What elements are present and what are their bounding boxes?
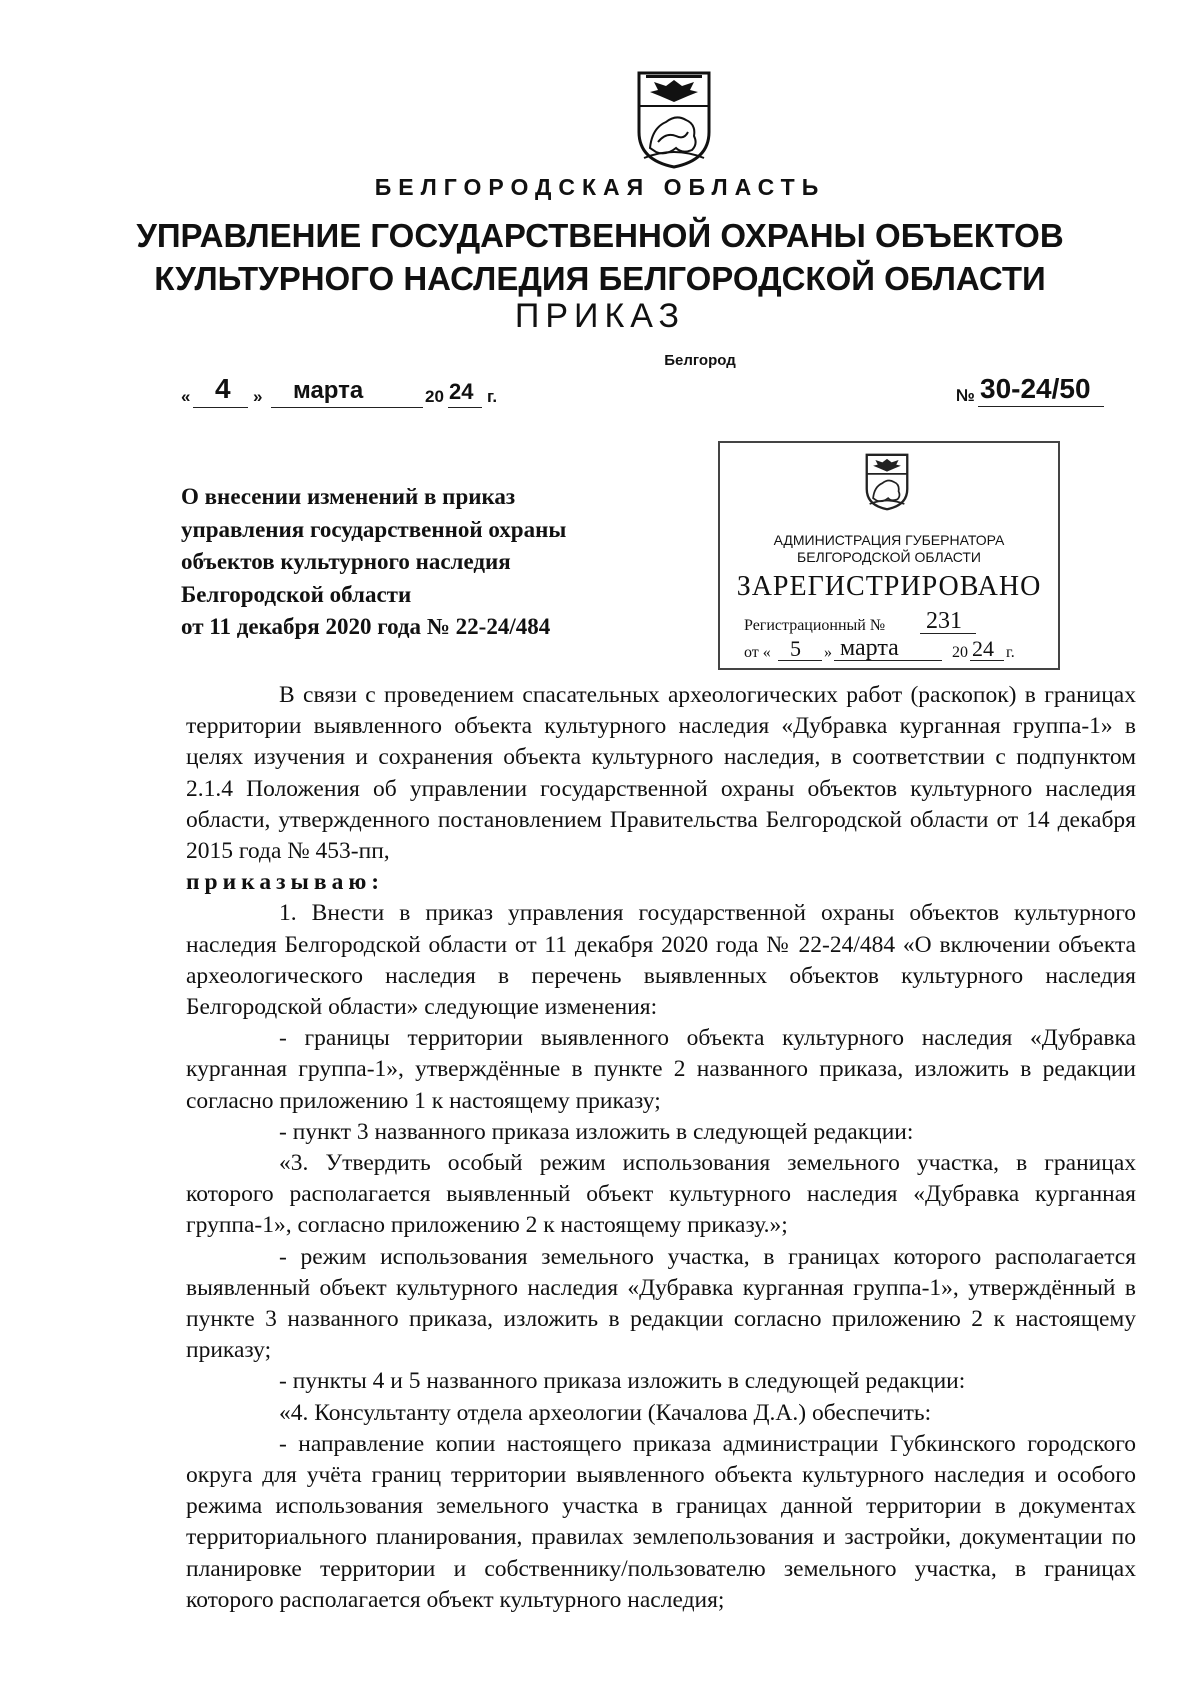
subject-line: управления государственной охраны [181,516,567,542]
body-paragraph: - границы территории выявленного объекта культурного наследия «Дубравка курганная группа-1», утверждённые в пункте 2 названного приказа, изложить в редакции согласно приложению 1 к настоящему приказу; [186,1025,1136,1114]
number-underline [978,406,1104,407]
order-number-line [920,372,1140,412]
handwritten-day: 4 [215,373,231,404]
body-paragraph: «3. Утвердить особый режим использования земельного участка, в границах которого располагается выявленный объект культурного наследия «Дубравка курганная группа-1», согласно приложению 2 к настоящему приказу.»; [186,1150,1136,1239]
body-paragraph: - пункт 3 названного приказа изложить в следующей редакции: [279,1118,914,1145]
stamp-administration-name [720,532,1058,566]
body-paragraph: 1. Внести в приказ управления государственной охраны объектов культурного наследия Белгородской области от 11 декабря 2020 года № 22-24/484 «О включении объекта археологического наследия в перечень выявленных объектов культурного наследия Белгородской области» следующие изменения: [186,900,1136,1021]
body-paragraph: - направление копии настоящего приказа администрации Губкинского городского округа для учёта границ территории выявленного объекта культурного наследия и особого режима использования земельного участка в границах данной территории в документах территориального планирования, правилах землепользования и застройки, документации по планировке территории и собственнику/пользователю земельного участка, в границах которого располагается объект культурного наследия; [186,1430,1136,1613]
stamp-admin-line: БЕЛГОРОДСКОЙ ОБЛАСТИ [797,549,981,565]
subject-line: от 11 декабря 2020 года № 22-24/484 [181,614,551,639]
stamp-year-mark: г. [1006,644,1015,661]
organization-name-line1: УПРАВЛЕНИЕ ГОСУДАРСТВЕННОЙ ОХРАНЫ ОБЪЕКТОВ [136,217,1064,254]
body-paragraph: «4. Консультанту отдела археологии (Качалова Д.А.) обеспечить: [279,1399,932,1426]
organization-name-line2: КУЛЬТУРНОГО НАСЛЕДИЯ БЕЛГОРОДСКОЙ ОБЛАСТИ [154,260,1046,297]
stamp-admin-line: АДМИНИСТРАЦИЯ ГУБЕРНАТОРА [773,532,1005,548]
handwritten-order-number: 30-24/50 [980,373,1091,404]
handwritten-stamp-year: 24 [972,636,994,661]
body-paragraph: - пункты 4 и 5 названного приказа изложить в следующей редакции: [279,1368,966,1395]
year-underline [448,407,482,408]
subject-line: О внесении изменений в приказ [181,484,516,509]
handwritten-year: 24 [449,379,474,404]
region-title: БЕЛГОРОДСКАЯ ОБЛАСТЬ [374,174,826,200]
number-sign: № [956,386,975,405]
stamp-reg-label: Регистрационный № [744,617,886,634]
stamp-coat-of-arms-emblem [865,452,909,512]
stamp-year-prefix: 20 [952,644,968,661]
subject-line: объектов культурного наследия [181,549,511,574]
stamp-date-prefix: от « [744,644,771,661]
order-word: приказываю: [186,869,385,896]
year-prefix: 20 [425,387,444,406]
city-name: Белгород [664,352,736,369]
year-mark: г. [487,387,498,406]
handwritten-stamp-month: марта [840,635,899,661]
coat-of-arms-emblem [636,70,712,170]
document-body [186,680,1136,1616]
day-underline [193,407,248,408]
handwritten-stamp-day: 5 [790,636,801,661]
date-open-quote: « [181,387,191,406]
order-date-line [181,373,741,413]
subject-line: Белгородской области [181,581,412,607]
handwritten-reg-number: 231 [926,608,962,634]
organization-name [0,214,1200,300]
stamp-date-quote: » [824,644,832,661]
body-intro-paragraph: В связи с проведением спасательных археологических работ (раскопок) в границах территории выявленного объекта культурного наследия «Дубравка курганная группа-1» в целях изучения и сохранения объекта культурного наследия, в соответствии с подпунктом 2.1.4 Положения об управлении государственной охраны объектов культурного наследия области, утвержденного постановлением Правительства Белгородской области от 14 декабря 2015 года № 453-пп, [186,682,1136,865]
order-subject [181,481,641,644]
handwritten-month: марта [293,377,364,404]
document-type: ПРИКАЗ [514,297,686,335]
date-close-quote: » [253,387,263,406]
body-paragraph: - режим использования земельного участка, в границах которого располагается выявленный объект культурного наследия «Дубравка курганная группа-1», утверждённый в пункте 3 названного приказа, изложить в редакции согласно приложению 2 к настоящему приказу; [186,1243,1136,1364]
registration-stamp [718,441,1060,670]
stamp-registered-label: ЗАРЕГИСТРИРОВАНО [736,571,1042,602]
stamp-date-line [744,635,1054,666]
month-underline [271,407,423,408]
